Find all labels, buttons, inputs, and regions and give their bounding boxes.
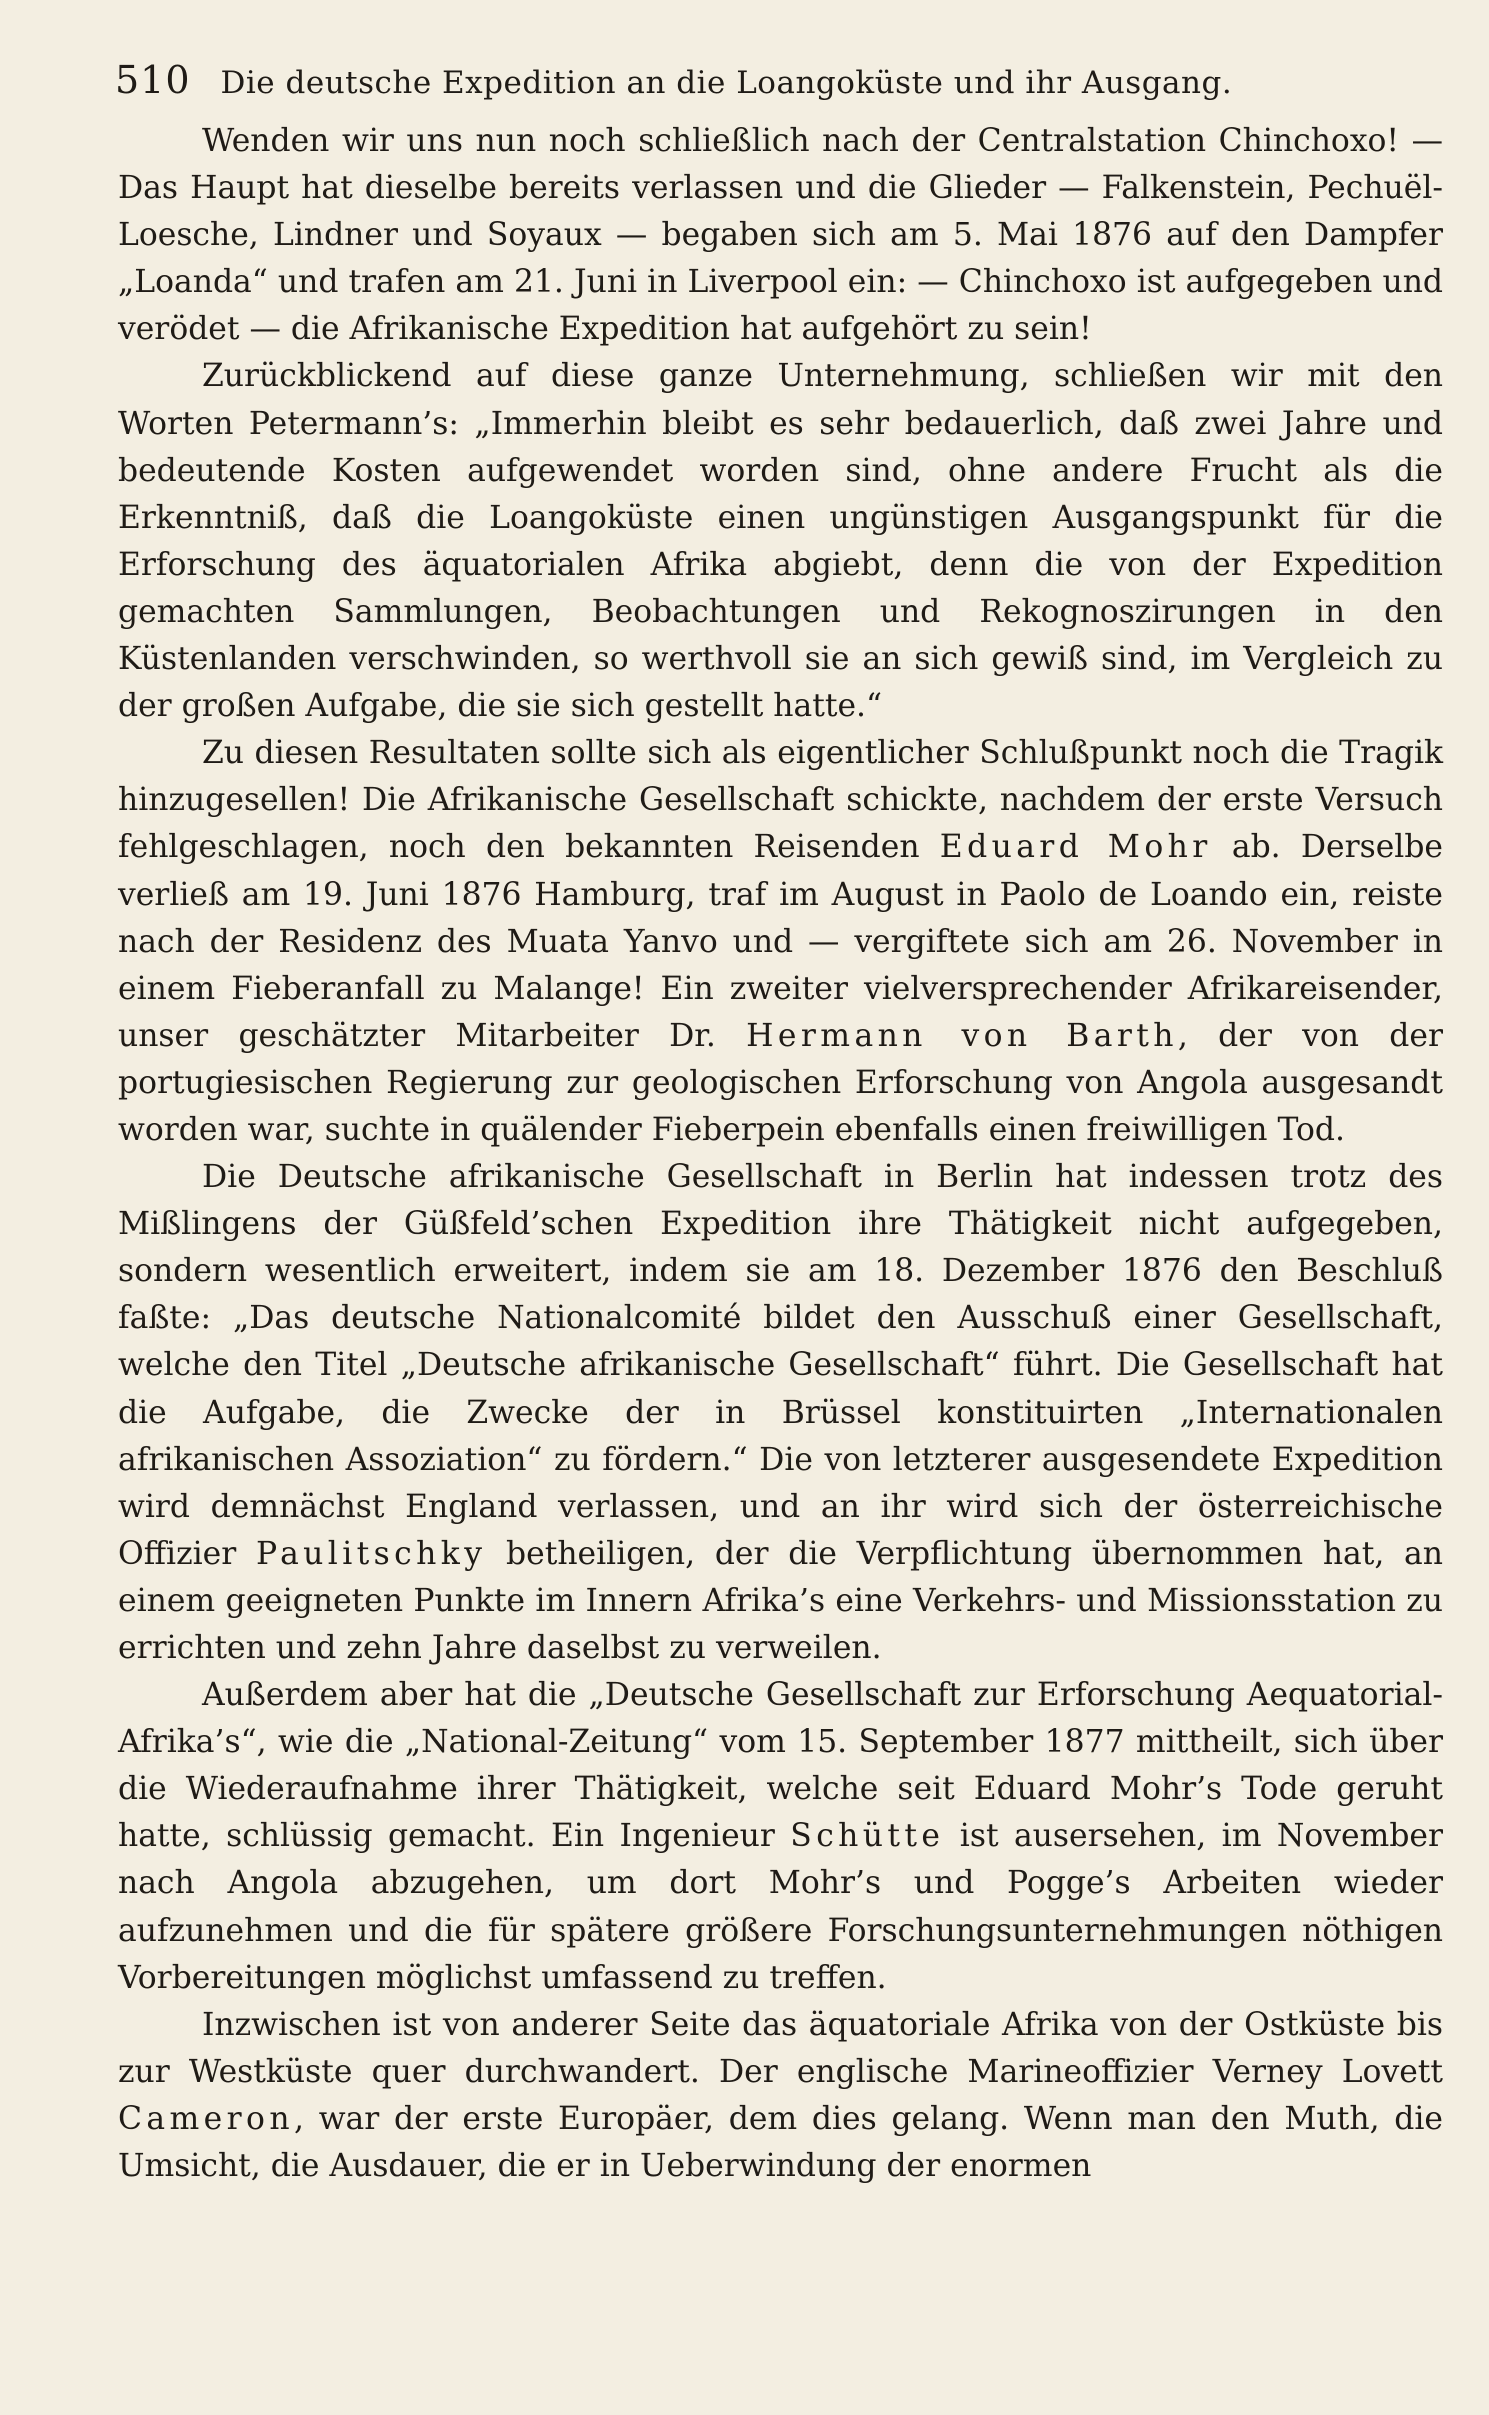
- page-header: [115, 58, 1250, 108]
- text-run: Zurückblickend auf diese ganze Unternehmung, schließen wir mit den Worten Petermann’s: „Immerhin bleibt es sehr bedauerlich, daß zwei Jahre und bedeutende Kosten aufgewendet worden sind, ohne andere Frucht als die Erkenntniß, daß die Loangoküste einen ungünstigen Ausgangspunkt für die Erforschung des äquatorialen Afrika abgiebt, denn die von der Expedition gemachten Sammlungen, Beobachtungen und Rekognoszirungen in den Küstenlanden verschwinden, so werthvoll sie an sich gewiß sind, im Vergleich zu der großen Aufgabe, die sie sich gestellt hatte.“: [118, 358, 1443, 725]
- text-run: ist ausersehen, im November nach Angola abzugehen, um dort Mohr’s und Pogge’s Arbeiten wieder aufzunehmen und die für spätere größere Forschungsunternehmungen nöthigen Vorbereitungen möglichst umfassend zu treffen.: [118, 1818, 1443, 1996]
- emphasized-name: Schütte: [790, 1818, 945, 1855]
- emphasized-name: Cameron: [118, 2100, 294, 2137]
- paragraph: [118, 1154, 1443, 1672]
- paragraph: [118, 2002, 1443, 2190]
- text-run: betheiligen, der die Verpflichtung übernommen hat, an einem geeigneten Punkte im Innern Afrika’s eine Verkehrs- und Missionsstation zu errichten und zehn Jahre daselbst zu verweilen.: [118, 1535, 1443, 1666]
- text-run: Zu diesen Resultaten sollte sich als eigentlicher Schlußpunkt noch die Tragik hinzugesellen! Die Afrikanische Gesellschaft schickte, nachdem der erste Versuch fehlgeschlagen, noch den bekannten Reisenden: [118, 735, 1443, 866]
- page-number: 510: [115, 58, 191, 102]
- emphasized-name: Eduard Mohr: [939, 829, 1212, 866]
- text-run: , war der erste Europäer, dem dies gelang. Wenn man den Muth, die Umsicht, die Ausdauer, die er in Ueberwindung der enormen: [118, 2100, 1443, 2185]
- running-title: Die deutsche Expedition an die Loangoküste und ihr Ausgang.: [220, 65, 1233, 101]
- text-run: ab. Derselbe verließ am 19. Juni 1876 Hamburg, traf im August in Paolo de Loando ein, reiste nach der Residenz des Muata Yanvo und — vergiftete sich am 26. November in einem Fieberanfall zu Malange! Ein zweiter vielversprechender Afrikareisender, unser geschätzter Mitarbeiter Dr.: [118, 829, 1444, 1054]
- paragraph: [118, 1672, 1443, 2002]
- text-run: Inzwischen ist von anderer Seite das äquatoriale Afrika von der Ostküste bis zur Westküste quer durchwandert. Der englische Marineoffizier Verney Lovett: [118, 2006, 1443, 2090]
- body-text: [118, 118, 1443, 2190]
- text-run: , der von der portugiesischen Regierung zur geologischen Erforschung von Angola ausgesandt worden war, suchte in quälender Fieberpein ebenfalls einen freiwilligen Tod.: [118, 1017, 1443, 1148]
- emphasized-name: Hermann von Barth: [746, 1017, 1178, 1054]
- emphasized-name: Paulitschky: [255, 1535, 487, 1572]
- text-run: Die Deutsche afrikanische Gesellschaft in Berlin hat indessen trotz des Mißlingens der Güßfeld’schen Expedition ihre Thätigkeit nicht aufgegeben, sondern wesentlich erweitert, indem sie am 18. Dezember 1876 den Beschluß faßte: „Das deutsche Nationalcomité bildet den Ausschuß einer Gesellschaft, welche den Titel „Deutsche afrikanische Gesellschaft“ führt. Die Gesellschaft hat die Aufgabe, die Zwecke der in Brüssel konstituirten „Internationalen afrikanischen Assoziation“ zu fördern.“ Die von letzterer ausgesendete Expedition wird demnächst England verlassen, und an ihr wird sich der österreichische Offizier: [118, 1159, 1443, 1572]
- text-run: Wenden wir uns nun noch schließlich nach der Centralstation Chinchoxo! — Das Haupt hat dieselbe bereits verlassen und die Glieder — Falkenstein, Pechuël-Loesche, Lindner und Soyaux — begaben sich am 5. Mai 1876 auf den Dampfer „Loanda“ und trafen am 21. Juni in Liverpool ein: — Chinchoxo ist aufgegeben und verödet — die Afrikanische Expedition hat aufgehört zu sein!: [118, 123, 1443, 348]
- paragraph: [118, 730, 1443, 1154]
- paragraph: [118, 353, 1443, 730]
- paragraph: [118, 118, 1443, 353]
- text-run: Außerdem aber hat die „Deutsche Gesellschaft zur Erforschung Aequatorial-Afrika’s“, wie die „National-Zeitung“ vom 15. September 1877 mittheilt, sich über die Wiederaufnahme ihrer Thätigkeit, welche seit Eduard Mohr’s Tode geruht hatte, schlüssig gemacht. Ein Ingenieur: [118, 1677, 1443, 1855]
